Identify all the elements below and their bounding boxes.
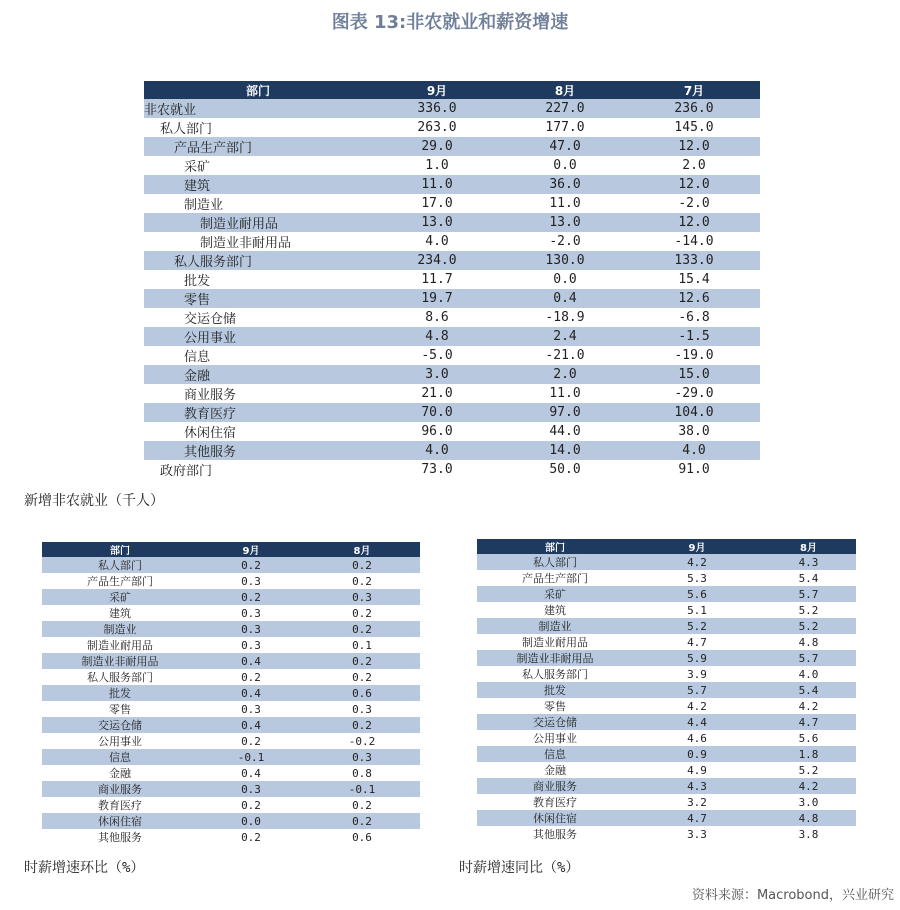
cell-value: 4.7 bbox=[633, 810, 761, 826]
row-label: 休闲住宿 bbox=[184, 426, 237, 441]
cell-value: 11.7 bbox=[421, 272, 453, 287]
cell-value: 12.0 bbox=[628, 137, 760, 156]
cell-value: 12.0 bbox=[628, 175, 760, 194]
cell-value: 13.0 bbox=[372, 213, 502, 232]
table-row bbox=[42, 749, 420, 765]
cell-value: 0.6 bbox=[304, 685, 420, 701]
table-row bbox=[477, 570, 856, 586]
hourly-wage-mom-table bbox=[42, 542, 420, 845]
table-row bbox=[477, 586, 856, 602]
cell-value: 15.0 bbox=[628, 365, 760, 384]
cell-value: 0.2 bbox=[198, 589, 304, 605]
table-row bbox=[477, 746, 856, 762]
column-header-sep: 9月 bbox=[372, 81, 502, 99]
cell-value: 0.2 bbox=[241, 798, 261, 812]
row-label: 制造业耐用品 bbox=[144, 213, 372, 232]
cell-value: 11.0 bbox=[549, 196, 581, 211]
row-label: 采矿 bbox=[477, 586, 633, 602]
cell-value: 0.3 bbox=[304, 589, 420, 605]
table-row bbox=[144, 365, 760, 384]
row-label: 信息 bbox=[42, 749, 198, 765]
cell-value: -1.5 bbox=[628, 327, 760, 346]
row-label: 其他服务 bbox=[98, 831, 142, 844]
row-label: 私人服务部门 bbox=[144, 251, 372, 270]
row-label: 其他服务 bbox=[144, 441, 372, 460]
table-row bbox=[42, 797, 420, 813]
cell-value: 70.0 bbox=[372, 403, 502, 422]
row-label: 金融 bbox=[544, 764, 566, 777]
cell-value: 0.8 bbox=[352, 766, 372, 780]
cell-value: 104.0 bbox=[628, 403, 760, 422]
table-row bbox=[42, 573, 420, 589]
table-body bbox=[477, 554, 856, 842]
table-row bbox=[42, 637, 420, 653]
row-label: 批发 bbox=[477, 682, 633, 698]
table-row bbox=[477, 602, 856, 618]
column-header-jul: 7月 bbox=[628, 81, 760, 99]
hourly-wage-yoy-table bbox=[477, 539, 856, 842]
table-row bbox=[144, 460, 760, 479]
table-body bbox=[144, 99, 760, 479]
row-label: 休闲住宿 bbox=[477, 810, 633, 826]
cell-value: 0.2 bbox=[352, 574, 372, 588]
cell-value: 4.9 bbox=[687, 763, 707, 777]
column-header-aug: 8月 bbox=[502, 81, 628, 99]
row-label: 建筑 bbox=[544, 604, 566, 617]
table-row bbox=[144, 403, 760, 422]
table-row bbox=[144, 175, 760, 194]
cell-value: 13.0 bbox=[502, 213, 628, 232]
cell-value: 336.0 bbox=[372, 99, 502, 118]
cell-value: 12.6 bbox=[628, 289, 760, 308]
table-row bbox=[144, 213, 760, 232]
cell-value: 8.6 bbox=[425, 310, 449, 325]
table-row bbox=[477, 794, 856, 810]
cell-value: 14.0 bbox=[502, 441, 628, 460]
cell-value: 73.0 bbox=[421, 462, 453, 477]
table-row bbox=[42, 813, 420, 829]
cell-value: 0.4 bbox=[198, 653, 304, 669]
row-label: 制造业 bbox=[42, 621, 198, 637]
row-label: 交运仓储 bbox=[184, 312, 237, 327]
cell-value: 5.2 bbox=[633, 618, 761, 634]
table-row bbox=[144, 384, 760, 403]
cell-value: 5.7 bbox=[761, 586, 856, 602]
cell-value: 3.0 bbox=[798, 795, 819, 809]
row-label: 教育医疗 bbox=[98, 799, 142, 812]
cell-value: 4.0 bbox=[628, 441, 760, 460]
row-label: 零售 bbox=[544, 700, 566, 713]
row-label: 批发 bbox=[184, 274, 211, 289]
table-row bbox=[144, 118, 760, 137]
table-row bbox=[477, 826, 856, 842]
table-header-row bbox=[477, 539, 856, 554]
cell-value: 4.2 bbox=[798, 699, 819, 713]
cell-value: 227.0 bbox=[502, 99, 628, 118]
cell-value: 2.4 bbox=[502, 327, 628, 346]
cell-value: 4.6 bbox=[687, 731, 707, 745]
row-label: 制造业非耐用品 bbox=[200, 236, 292, 251]
nonfarm-caption: 新增非农就业（千人） bbox=[24, 493, 164, 509]
cell-value: 177.0 bbox=[545, 120, 585, 135]
row-label: 私人部门 bbox=[160, 122, 213, 137]
row-label: 商业服务 bbox=[477, 778, 633, 794]
row-label: 信息 bbox=[477, 746, 633, 762]
cell-value: 4.3 bbox=[633, 778, 761, 794]
table-row bbox=[42, 605, 420, 621]
cell-value: 3.8 bbox=[798, 827, 819, 841]
cell-value: 4.2 bbox=[633, 554, 761, 570]
row-label: 产品生产部门 bbox=[144, 137, 372, 156]
cell-value: 130.0 bbox=[502, 251, 628, 270]
cell-value: 0.2 bbox=[352, 798, 372, 812]
cell-value: 0.9 bbox=[633, 746, 761, 762]
cell-value: 0.0 bbox=[198, 813, 304, 829]
cell-value: 3.2 bbox=[687, 795, 707, 809]
cell-value: 4.8 bbox=[761, 810, 856, 826]
table-row bbox=[477, 762, 856, 778]
table-row bbox=[42, 781, 420, 797]
row-label: 产品生产部门 bbox=[87, 575, 153, 588]
table-row bbox=[144, 137, 760, 156]
row-label: 制造业耐用品 bbox=[522, 636, 588, 649]
cell-value: 11.0 bbox=[549, 386, 581, 401]
row-label: 商业服务 bbox=[42, 781, 198, 797]
table-row bbox=[477, 634, 856, 650]
mom-caption: 时薪增速环比（%） bbox=[24, 860, 145, 876]
column-header-sep: 9月 bbox=[198, 542, 304, 557]
cell-value: 1.0 bbox=[425, 158, 449, 173]
cell-value: -6.8 bbox=[678, 310, 710, 325]
cell-value: 29.0 bbox=[372, 137, 502, 156]
row-label: 政府部门 bbox=[160, 464, 213, 479]
cell-value: 97.0 bbox=[502, 403, 628, 422]
cell-value: 0.3 bbox=[352, 702, 372, 716]
cell-value: 0.2 bbox=[304, 557, 420, 573]
cell-value: 1.8 bbox=[761, 746, 856, 762]
cell-value: 5.6 bbox=[633, 586, 761, 602]
table-row bbox=[42, 557, 420, 573]
cell-value: 5.2 bbox=[761, 618, 856, 634]
table-body bbox=[42, 557, 420, 845]
column-header-aug: 8月 bbox=[304, 542, 420, 557]
cell-value: 2.0 bbox=[682, 158, 706, 173]
row-label: 私人服务部门 bbox=[87, 671, 153, 684]
table-row bbox=[42, 589, 420, 605]
cell-value: 3.9 bbox=[687, 667, 707, 681]
row-label: 交运仓储 bbox=[42, 717, 198, 733]
cell-value: -29.0 bbox=[674, 386, 714, 401]
row-label: 制造业 bbox=[184, 198, 224, 213]
cell-value: 0.4 bbox=[198, 717, 304, 733]
table-row bbox=[477, 778, 856, 794]
table-header-row bbox=[42, 542, 420, 557]
column-header-sector: 部门 bbox=[144, 81, 372, 99]
table-row bbox=[477, 682, 856, 698]
table-row bbox=[144, 327, 760, 346]
row-label: 金融 bbox=[144, 365, 372, 384]
cell-value: 0.0 bbox=[553, 272, 577, 287]
cell-value: 4.7 bbox=[687, 635, 707, 649]
cell-value: 0.3 bbox=[304, 749, 420, 765]
column-header-sector: 部门 bbox=[42, 542, 198, 557]
cell-value: -21.0 bbox=[545, 348, 585, 363]
cell-value: 4.0 bbox=[798, 667, 819, 681]
row-label: 产品生产部门 bbox=[522, 572, 588, 585]
table-row bbox=[144, 232, 760, 251]
table-row bbox=[144, 156, 760, 175]
cell-value: 0.2 bbox=[304, 621, 420, 637]
cell-value: 5.2 bbox=[798, 763, 819, 777]
cell-value: 2.0 bbox=[502, 365, 628, 384]
cell-value: 5.4 bbox=[798, 571, 819, 585]
row-label: 零售 bbox=[109, 703, 131, 716]
row-label: 制造业非耐用品 bbox=[477, 650, 633, 666]
cell-value: 0.2 bbox=[241, 830, 261, 844]
table-row bbox=[42, 621, 420, 637]
cell-value: 5.1 bbox=[687, 603, 707, 617]
cell-value: 44.0 bbox=[549, 424, 581, 439]
table-row bbox=[42, 685, 420, 701]
cell-value: 0.2 bbox=[198, 557, 304, 573]
table-row bbox=[144, 346, 760, 365]
row-label: 金融 bbox=[109, 767, 131, 780]
table-row bbox=[477, 810, 856, 826]
table-row bbox=[42, 669, 420, 685]
cell-value: 4.3 bbox=[761, 554, 856, 570]
table-row bbox=[144, 251, 760, 270]
cell-value: 91.0 bbox=[678, 462, 710, 477]
row-label: 公用事业 bbox=[144, 327, 372, 346]
cell-value: 11.0 bbox=[372, 175, 502, 194]
table-row bbox=[477, 650, 856, 666]
table-row bbox=[42, 733, 420, 749]
table-row bbox=[42, 653, 420, 669]
row-label: 制造业耐用品 bbox=[87, 639, 153, 652]
cell-value: 0.6 bbox=[352, 830, 372, 844]
row-label: 制造业 bbox=[477, 618, 633, 634]
table-row bbox=[477, 730, 856, 746]
cell-value: 4.7 bbox=[761, 714, 856, 730]
row-label: 公用事业 bbox=[533, 732, 577, 745]
row-label: 私人部门 bbox=[477, 554, 633, 570]
cell-value: 0.3 bbox=[241, 606, 261, 620]
cell-value: 5.6 bbox=[798, 731, 819, 745]
row-label: 交运仓储 bbox=[477, 714, 633, 730]
cell-value: 21.0 bbox=[421, 386, 453, 401]
cell-value: 0.2 bbox=[304, 653, 420, 669]
cell-value: 0.2 bbox=[352, 606, 372, 620]
cell-value: 0.3 bbox=[241, 702, 261, 716]
nonfarm-payrolls-table bbox=[144, 81, 760, 479]
table-row bbox=[144, 308, 760, 327]
cell-value: 5.7 bbox=[633, 682, 761, 698]
cell-value: -18.9 bbox=[545, 310, 585, 325]
row-label: 批发 bbox=[42, 685, 198, 701]
row-label: 教育医疗 bbox=[144, 403, 372, 422]
cell-value: 0.4 bbox=[241, 766, 261, 780]
cell-value: 5.4 bbox=[761, 682, 856, 698]
table-row bbox=[42, 765, 420, 781]
cell-value: 3.0 bbox=[372, 365, 502, 384]
cell-value: 4.8 bbox=[372, 327, 502, 346]
table-row bbox=[144, 289, 760, 308]
cell-value: 5.3 bbox=[687, 571, 707, 585]
cell-value: 0.3 bbox=[241, 574, 261, 588]
cell-value: 0.4 bbox=[502, 289, 628, 308]
row-label: 私人部门 bbox=[42, 557, 198, 573]
table-row bbox=[477, 698, 856, 714]
row-label: 其他服务 bbox=[533, 828, 577, 841]
table-header-row bbox=[144, 81, 760, 99]
cell-value: 12.0 bbox=[628, 213, 760, 232]
cell-value: 0.3 bbox=[198, 781, 304, 797]
cell-value: -2.0 bbox=[678, 196, 710, 211]
cell-value: -2.0 bbox=[549, 234, 581, 249]
cell-value: 133.0 bbox=[628, 251, 760, 270]
cell-value: 0.2 bbox=[352, 670, 372, 684]
cell-value: 4.2 bbox=[761, 778, 856, 794]
table-row bbox=[144, 422, 760, 441]
row-label: 零售 bbox=[144, 289, 372, 308]
row-label: 建筑 bbox=[144, 175, 372, 194]
row-label: 采矿 bbox=[184, 160, 211, 175]
table-row bbox=[144, 194, 760, 213]
table-row bbox=[144, 99, 760, 118]
cell-value: 36.0 bbox=[502, 175, 628, 194]
cell-value: 4.4 bbox=[633, 714, 761, 730]
row-label: 建筑 bbox=[109, 607, 131, 620]
cell-value: 5.7 bbox=[761, 650, 856, 666]
cell-value: 96.0 bbox=[421, 424, 453, 439]
row-label: 非农就业 bbox=[144, 99, 372, 118]
cell-value: 5.9 bbox=[633, 650, 761, 666]
table-row bbox=[477, 618, 856, 634]
row-label: 制造业非耐用品 bbox=[42, 653, 198, 669]
table-row bbox=[42, 829, 420, 845]
cell-value: 0.1 bbox=[352, 638, 372, 652]
cell-value: 4.8 bbox=[798, 635, 819, 649]
cell-value: 0.3 bbox=[198, 621, 304, 637]
cell-value: -0.1 bbox=[304, 781, 420, 797]
cell-value: 234.0 bbox=[372, 251, 502, 270]
cell-value: -0.2 bbox=[348, 734, 376, 748]
cell-value: 0.3 bbox=[241, 638, 261, 652]
cell-value: 17.0 bbox=[421, 196, 453, 211]
table-row bbox=[42, 701, 420, 717]
table-row bbox=[144, 441, 760, 460]
cell-value: 38.0 bbox=[678, 424, 710, 439]
table-row bbox=[42, 717, 420, 733]
cell-value: -19.0 bbox=[674, 348, 714, 363]
column-header-sep: 9月 bbox=[633, 539, 761, 554]
cell-value: 0.0 bbox=[553, 158, 577, 173]
row-label: 采矿 bbox=[42, 589, 198, 605]
cell-value: 5.2 bbox=[798, 603, 819, 617]
cell-value: 4.0 bbox=[425, 234, 449, 249]
row-label: 教育医疗 bbox=[533, 796, 577, 809]
cell-value: 3.3 bbox=[687, 827, 707, 841]
row-label: 公用事业 bbox=[98, 735, 142, 748]
cell-value: 263.0 bbox=[417, 120, 457, 135]
row-label: 私人服务部门 bbox=[522, 668, 588, 681]
yoy-caption: 时薪增速同比（%） bbox=[459, 860, 580, 876]
column-header-aug: 8月 bbox=[761, 539, 856, 554]
cell-value: 47.0 bbox=[502, 137, 628, 156]
cell-value: 50.0 bbox=[549, 462, 581, 477]
cell-value: -5.0 bbox=[421, 348, 453, 363]
cell-value: 4.0 bbox=[372, 441, 502, 460]
table-row bbox=[144, 270, 760, 289]
cell-value: 0.2 bbox=[241, 734, 261, 748]
table-row bbox=[477, 554, 856, 570]
cell-value: 145.0 bbox=[674, 120, 714, 135]
cell-value: 15.4 bbox=[678, 272, 710, 287]
cell-value: 4.2 bbox=[687, 699, 707, 713]
figure-title: 图表 13:非农就业和薪资增速 bbox=[331, 12, 569, 33]
cell-value: 19.7 bbox=[372, 289, 502, 308]
column-header-sector: 部门 bbox=[477, 539, 633, 554]
cell-value: 0.4 bbox=[198, 685, 304, 701]
table-row bbox=[477, 666, 856, 682]
cell-value: 0.2 bbox=[304, 813, 420, 829]
cell-value: 236.0 bbox=[628, 99, 760, 118]
table-row bbox=[477, 714, 856, 730]
row-label: 信息 bbox=[184, 350, 211, 365]
cell-value: -0.1 bbox=[198, 749, 304, 765]
source-note: 资料来源：Macrobond，兴业研究 bbox=[691, 888, 894, 903]
cell-value: -14.0 bbox=[674, 234, 714, 249]
cell-value: 0.2 bbox=[304, 717, 420, 733]
row-label: 商业服务 bbox=[184, 388, 237, 403]
row-label: 休闲住宿 bbox=[42, 813, 198, 829]
cell-value: 0.2 bbox=[241, 670, 261, 684]
